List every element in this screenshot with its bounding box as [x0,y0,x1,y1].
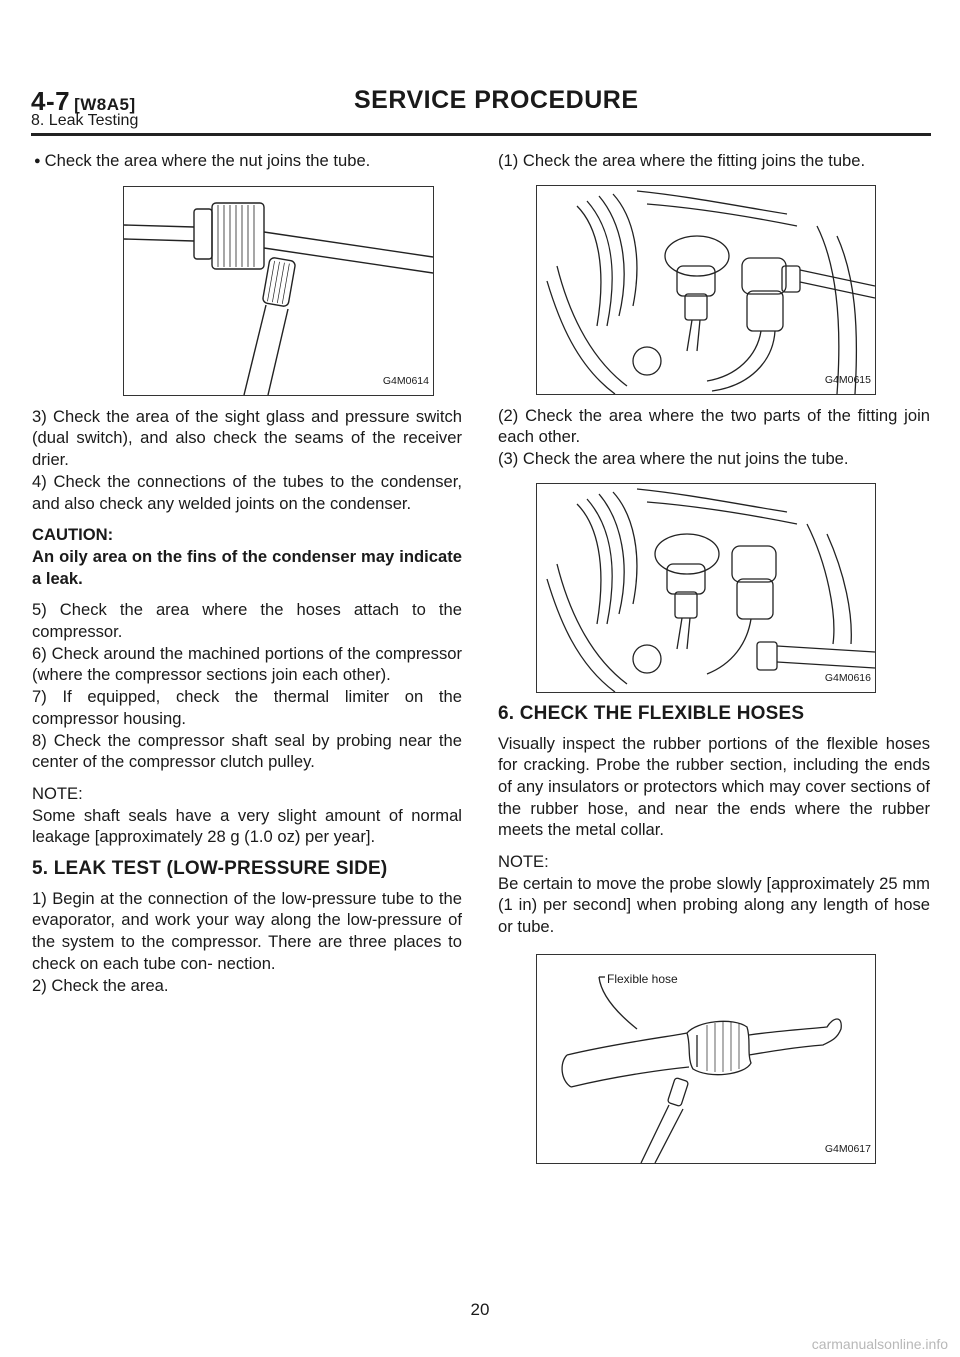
spacer [32,589,462,599]
step-5: 5) Check the area where the hoses attach to the compressor. [32,600,462,642]
note-label: NOTE: [32,783,83,803]
section-6-heading: 6. CHECK THE FLEXIBLE HOSES [498,702,805,724]
nut-tube-illustration [124,187,433,395]
step-7: 7) If equipped, check the thermal limiter on the compressor housing. [32,687,462,728]
document-code: [W8A5] [74,95,136,114]
note-text: Be certain to move the probe slowly [approximately 25 mm (1 in) per second] when probing along any length of hose or tube. [498,873,930,937]
left-column [32,150,462,996]
watermark: carmanualsonline.info [811,1336,948,1352]
fitting-tube-illustration [537,186,875,394]
figure-id: G4M0614 [382,375,429,387]
section-6-text: Visually inspect the rubber portions of the flexible hoses for cracking. Probe the rubber section, including the ends of any insulators or protectors which may cover sections of the rubber hose, and near the ends where the rubber meets the metal collar. [498,733,930,840]
step-4: 4) Check the connections of the tubes to the condenser, and also check any welded joints on the condenser. [32,471,462,513]
substep-3: (3) Check the area where the nut joins the tube. [498,449,849,469]
figure-g4m0617 [536,954,876,1164]
section-5-heading: 5. LEAK TEST (LOW-PRESSURE SIDE) [32,858,388,880]
header-rule [31,133,931,136]
header-title: SERVICE PROCEDURE [354,86,639,114]
figure-id: G4M0615 [824,374,871,386]
spacer [32,773,462,783]
page-number: 20 [470,1300,490,1319]
step-8: 8) Check the compressor shaft seal by probing near the center of the compressor clutch pulley. [32,730,462,772]
step-3: 3) Check the area of the sight glass and pressure switch (dual switch), and also check the seams of the receiver drier. [32,406,462,470]
note-label: NOTE: [498,852,549,872]
page-header [31,86,931,134]
substep-2: (2) Check the area where the two parts of the fitting join each other. [498,405,930,447]
figure-id: G4M0616 [824,672,871,685]
substep-1: (1) Check the area where the fitting joins the tube. [498,151,866,170]
section-5-step-1: 1) Begin at the connection of the low-pressure tube to the evaporator, and work your way along the low-pressure of the system to the compressor. There are three places to check on each tube con- nection. [32,888,462,973]
figure-g4m0616 [536,483,876,693]
caution-text: An oily area on the fins of the condenser may indicate a leak. [32,546,462,588]
right-column [498,150,930,1164]
spacer [498,841,930,851]
section-code: 4-7 [31,86,71,116]
figure-g4m0615 [536,185,876,395]
flexible-hose-illustration [537,955,875,1163]
section-5-step-2: 2) Check the area. [32,975,169,995]
step-6: 6) Check around the machined portions of the compressor (where the compressor sections join each other). [32,643,462,685]
note-text: Some shaft seals have a very slight amount of normal leakage [approximately 28 g (1.0 oz) per year]. [32,805,462,847]
figure-g4m0614 [123,186,434,396]
nut-fitting-illustration [537,484,875,692]
spacer [32,514,462,524]
header-subtitle: 8. Leak Testing [31,112,139,129]
caution-label: CAUTION: [32,525,114,545]
bullet-check-nut: ● Check the area where the nut joins the tube. [34,150,462,173]
figure-id: G4M0617 [824,1143,871,1156]
flexible-hose-label: Flexible hose [607,971,678,986]
